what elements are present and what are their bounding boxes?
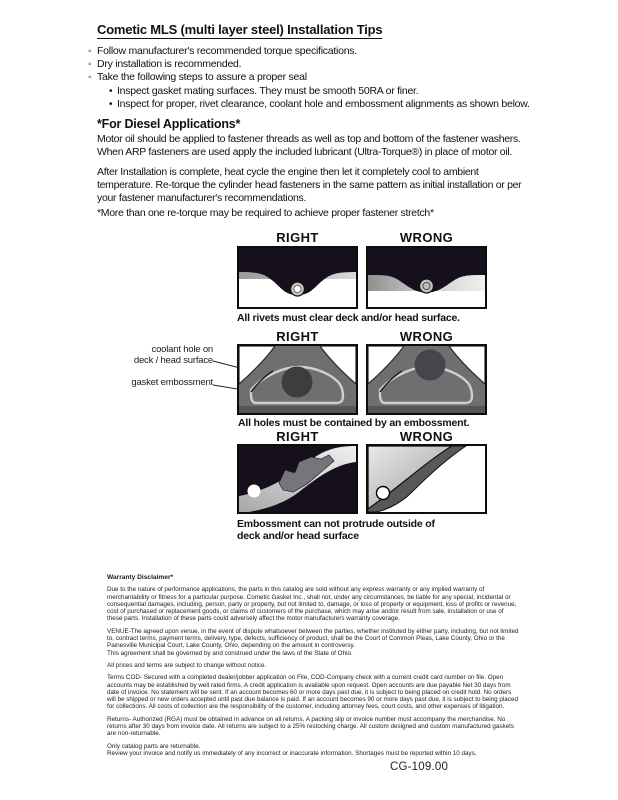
diagram-protrude-wrong [366, 444, 487, 514]
sub-bullet-item: • Inspect gasket mating surfaces. They must be smooth 50RA or finer. [88, 85, 532, 98]
prices-line: All prices and terms are subject to change without notice. [107, 661, 267, 669]
warranty-paragraph: Due to the nature of performance applications, the parts in this catalog are sold without any express warranty or any implied warranty of merchantability or fitness for a particular purpose. Cometic Gasket Inc., shall not, under any circumstances, be liable for any special, incidental or consequential damages, including, person, party or property, but not limited to, damage, or loss of property or equipment, loss of profits or revenue, cost of purchased or replacement goods, or claims of customers of the purchase, which may arise and/or result from sale, installation or use of these parts. Installation of these parts could adversely affect the motor manufacturers warranty coverage. [107, 586, 517, 623]
catalog-parts-line: Only catalog parts are returnable. [107, 742, 201, 750]
terms-paragraph: Terms COD- Secured with a completed dealer/jobber application on File, COD-Company check with a current credit card number on file. Open accounts may be established by well rated firms. A credit application is available upon request. Open accounts are due payable Net 30 days from date of invoice. No statement will be sent. If an account becomes 60 or more days past due, it is subject to being placed on credit hold. No orders will be shipped or new orders accepted until past due balance is paid. If an account becomes 90 or more days past due, it is subject to being placed for collections. All costs of collection are the responsibility of the customer, including attorney fees, court costs, and other expenses of litigation. [107, 674, 518, 711]
right-label-row1: RIGHT [276, 230, 319, 245]
page-code: CG-109.00 [390, 761, 449, 773]
diagram-rivet-right [237, 246, 358, 309]
bolt-hole [377, 487, 390, 500]
bullet-item: ◦ Take the following steps to assure a proper seal [88, 71, 532, 84]
diesel-section-heading: *For Diesel Applications* [97, 117, 241, 131]
wrong-label-row2: WRONG [399, 329, 454, 344]
diesel-paragraph-1: Motor oil should be applied to fastener threads as well as top and bottom of the fastener washers. When ARP fasteners are used apply the included lubricant (Ultra-Torque®) in place of motor oil. [97, 133, 521, 159]
annotation-coolant-hole: coolant hole on deck / head surface [133, 344, 213, 366]
returns-paragraph: Returns- Authorized (RGA) must be obtained in advance on all returns. A packing slip or invoice number must accompany the merchandise. No returns after 30 days from invoice date. All returns are subject to a 25% restocking charge. All custom designed and custom manufactured gaskets are non-returnable. [107, 715, 515, 738]
diagram-embossment-right [237, 344, 358, 415]
diesel-paragraph-3: *More than one re-torque may be required to achieve proper fastener stretch* [97, 207, 434, 219]
review-invoice-line: Review your invoice and notify us immediately of any incorrect or inaccurate information. Shortages must be reported within 10 days. [107, 749, 477, 757]
protrude-wrong-illustration [368, 446, 485, 512]
coolant-hole [415, 350, 446, 381]
bullet-item: ◦ Follow manufacturer's recommended torque specifications. [88, 45, 532, 58]
embossment-wrong-illustration [368, 346, 485, 413]
rivet-wrong-illustration [368, 248, 485, 307]
gasket-bottom-edge [239, 406, 356, 413]
diagram-protrude-right [237, 444, 358, 514]
wrong-label-row3: WRONG [399, 429, 454, 444]
right-label-row2: RIGHT [276, 329, 319, 344]
rivet-right-illustration [239, 248, 356, 307]
warranty-heading: Warranty Disclaimer* [107, 574, 174, 581]
tips-list [88, 45, 532, 111]
row1-caption: All rivets must clear deck and/or head surface. [237, 312, 460, 324]
row2-caption: All holes must be contained by an embossment. [238, 417, 470, 429]
bullet-item: ◦ Dry installation is recommended. [88, 58, 532, 71]
embossment-right-illustration [239, 346, 356, 413]
bolt-hole [248, 485, 261, 498]
gasket-bottom-edge [368, 406, 485, 413]
warranty-disclaimer [107, 574, 519, 757]
diagram-embossment-wrong [366, 344, 487, 415]
rivet-center [423, 282, 430, 289]
diagram-rivet-wrong [366, 246, 487, 309]
page-title: Cometic MLS (multi layer steel) Installation Tips [97, 22, 383, 37]
governing-law-line: This agreement shall be governed by and construed under the laws of the State of Ohio. [107, 649, 353, 657]
sub-bullet-item: • Inspect for proper, rivet clearance, coolant hole and embossment alignments as shown below. [88, 98, 532, 111]
diesel-paragraph-2: After Installation is complete, heat cycle the engine then let it completely cool to ambient temperature. Re-torque the cylinder head fasteners in the same pattern as initial installation or per your fastener manufacturer's recommendations. [97, 166, 522, 205]
coolant-hole [282, 367, 313, 398]
wrong-label-row1: WRONG [399, 230, 454, 245]
protrude-right-illustration [239, 446, 356, 512]
venue-paragraph: VENUE-The agreed upon venue, in the event of dispute whatsoever between the parties, whether instituted by either party, including, but not limited to, contract terms, payment terms, delivery, type, defects, sufficiency of product, shall be the Court of Common Pleas, Lake County, Ohio or the Painesville Municipal Court, Lake County, Ohio, depending on the amount in controversy. [107, 627, 519, 650]
annotation-gasket-embossment: gasket embossment [131, 377, 213, 388]
row3-caption: Embossment can not protrude outside of deck and/or head surface [237, 518, 435, 542]
rivet-center [294, 285, 301, 292]
right-label-row3: RIGHT [276, 429, 319, 444]
